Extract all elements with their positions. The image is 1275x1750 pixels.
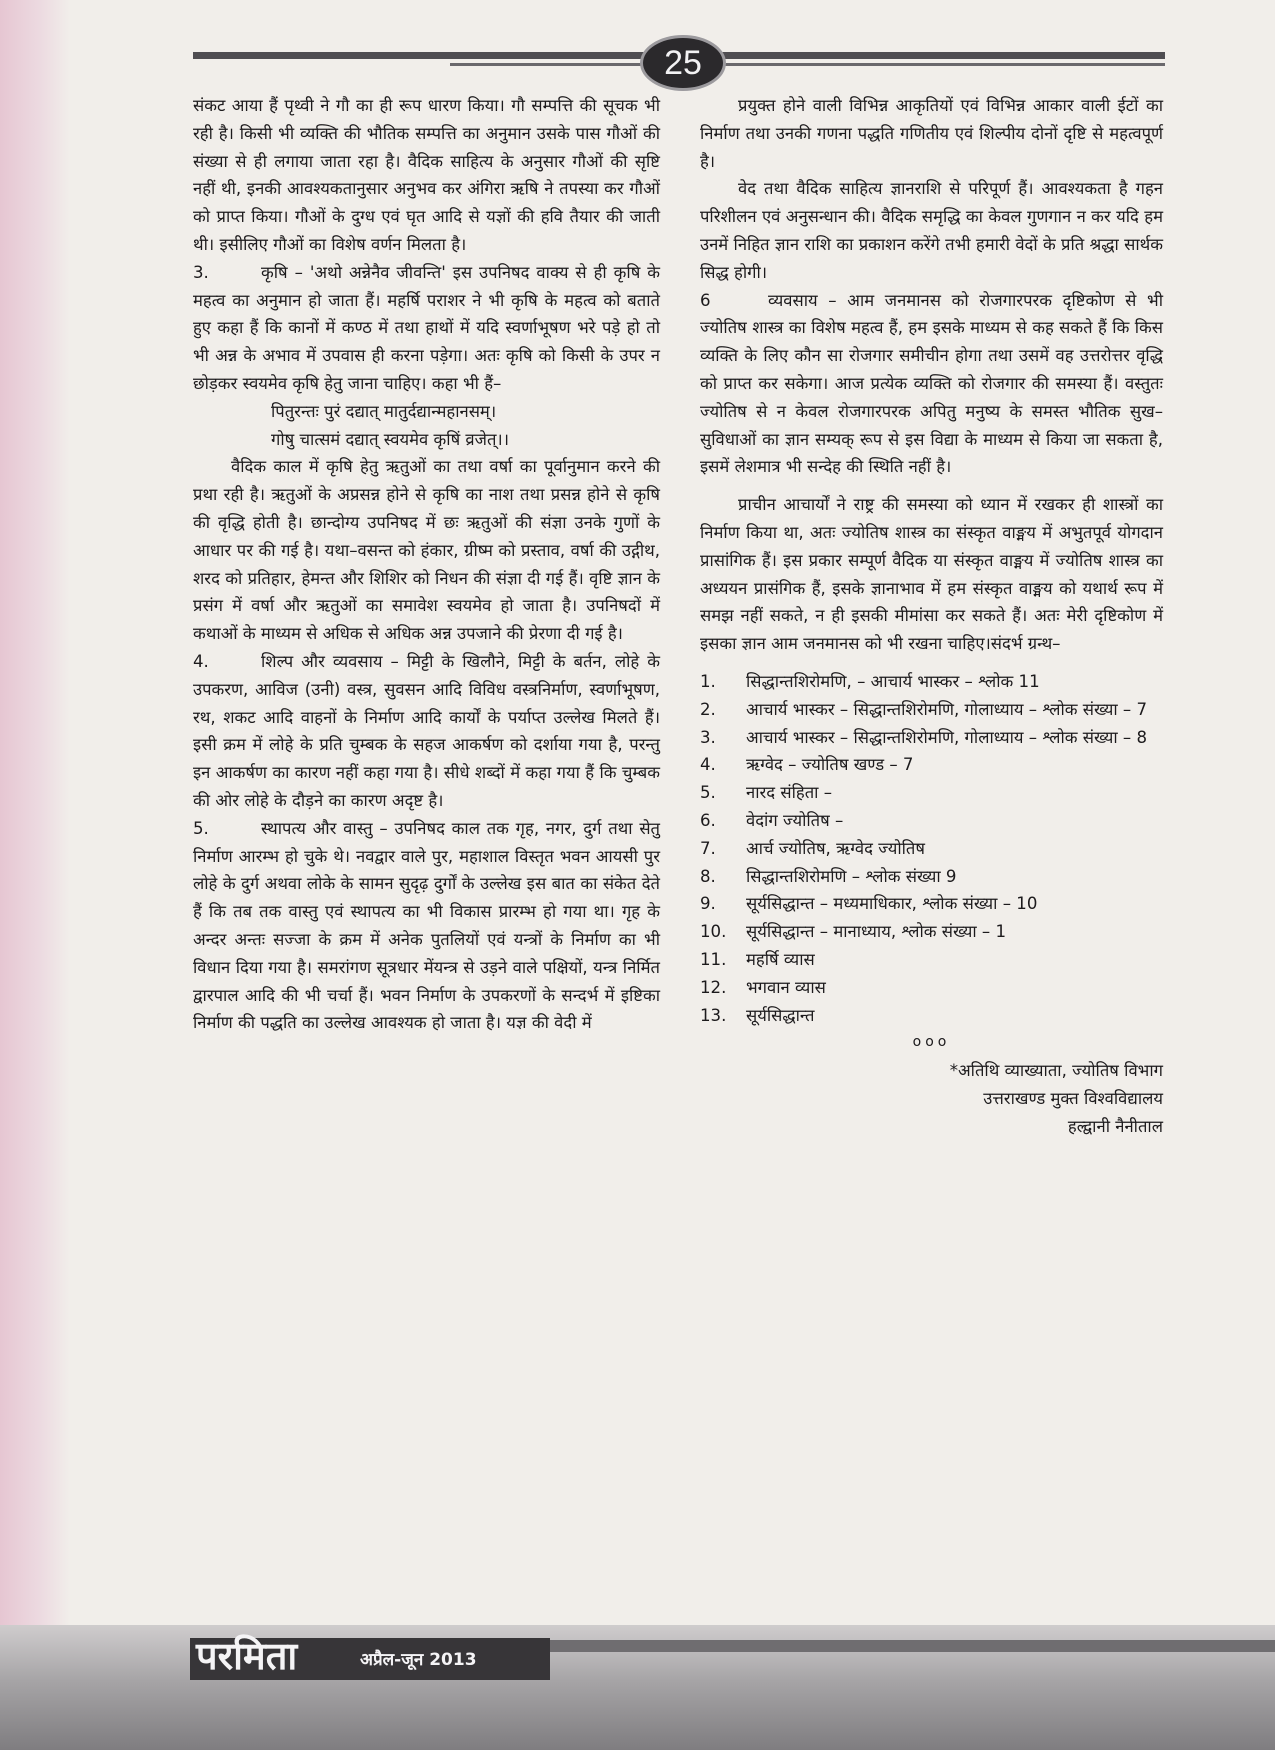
left-para-1: संकट आया हैं पृथ्वी ने गौ का ही रूप धारण किया। गौ सम्पत्ति की सूचक भी रही है। किसी भी व्यक्ति की भौतिक सम्पत्ति का अनुमान उसके पास गौओं की संख्या से ही लगाया जाता रहा है। वैदिक साहित्य के अनुसार गौओं की सृष्टि नहीं थी, इनकी आवश्यकतानुसार अनुभव कर अंगिरा ऋषि ने तपस्या कर गौओं को प्राप्त किया। गौओं के दुग्ध एवं घृत आदि से यज्ञों की हवि तैयार की जाती थी। इसीलिए गौओं का विशेष वर्णन मिलता है। [193,96,660,254]
verse-line-1: पितुरन्तः पुरं दद्यात् मातुर्दद्यान्महानसम्। [271,401,497,421]
reference-number: 3. [700,727,716,747]
right-para-3-text: व्यवसाय – आम जनमानस को रोजगारपरक दृष्टिकोण से भी ज्योतिष शास्त्र का विशेष महत्व हैं, हम इसके माध्यम से कह सकते हैं कि किस व्यक्ति के लिए कौन सा रोजगार समीचीन होगा तथा उसमें वह उत्तरोत्तर वृद्धि को प्राप्त कर सकेगा। आज प्रत्येक व्यक्ति को रोजगार की समस्या हैं। वस्तुतः ज्योतिष से न केवल रोजगारपरक अपितु मनुष्य के समस्त भौतिक सुख–सुविधाओं का ज्ञान सम्यक् रूप से इस विद्या के माध्यम से किया जा सकता है, इसमें लेशमात्र भी सन्देह की स्थिति नहीं है। [700,290,1163,477]
paragraph-gap [700,481,1163,491]
reference-number: 10. [700,922,727,942]
right-column [700,92,1163,1140]
author-affiliation-line-1: *अतिथि व्याख्याता, ज्योतिष विभाग [949,1061,1163,1081]
reference-text: आचार्य भास्कर – सिद्धान्तशिरोमणि, गोलाध्याय – श्लोक संख्या – 8 [746,727,1148,747]
reference-item [700,863,1163,891]
reference-number: 12. [700,977,727,997]
left-para-4-number: 4. [193,651,209,671]
author-affiliation-line-3: हल्द्वानी नैनीताल [1067,1116,1163,1136]
left-para-5-number: 5. [193,818,209,838]
reference-item [700,696,1163,724]
right-para-3 [700,287,1163,482]
reference-item [700,1002,1163,1030]
reference-text: आर्च ज्योतिष, ऋग्वेद ज्योतिष [746,838,925,858]
right-para-3-number: 6 [700,290,711,310]
reference-list [700,668,1163,1029]
reference-item [700,751,1163,779]
left-para-2-text: कृषि – 'अथो अन्नेनैव जीवन्ति' इस उपनिषद वाक्य से ही कृषि के महत्व का अनुमान हो जाता हैं। महर्षि पराशर ने भी कृषि के महत्व को बताते हुए कहा हैं कि कानों में कण्ठ में तथा हाथों में यदि स्वर्णाभूषण भरे पड़े हो तो भी अन्न के अभाव में उपवास ही करना पड़ेगा। अतः कृषि को किसी के उपर न छोड़कर स्वयमेव कृषि हेतु जाना चाहिए। कहा भी हैं– [193,262,660,393]
left-para-4-text: शिल्प और व्यवसाय – मिट्टी के खिलौने, मिट्टी के बर्तन, लोहे के उपकरण, आविज (उनी) वस्त्र, सुवसन आदि विविध वस्त्रनिर्माण, स्वर्णाभूषण, रथ, शकट आदि वाहनों के निर्माण आदि कार्यों के पर्याप्त उल्लेख मिलते हैं। इसी क्रम में लोहे के प्रति चुम्बक के सहज आकर्षण को दर्शाया गया है, परन्तु इन आकर्षण का कारण नहीं कहा गया है। सीधे शब्दों में कहा गया हैं कि चुम्बक की ओर लोहे के दौड़ने का कारण अदृष्ट है। [193,651,660,810]
left-para-2 [193,259,660,398]
left-column [193,92,660,1037]
author-affiliation-line-2: उत्तराखण्ड मुक्त विश्वविद्यालय [983,1088,1163,1108]
reference-text: महर्षि व्यास [746,949,815,969]
reference-item [700,807,1163,835]
reference-number: 13. [700,1005,727,1025]
issue-date: अप्रैल-जून 2013 [360,1650,477,1670]
magazine-logo: परमिता [196,1633,298,1678]
reference-text: सूर्यसिद्धान्त – मानाध्याय, श्लोक संख्या – 1 [746,922,1007,942]
reference-text: सिद्धान्तशिरोमणि – श्लोक संख्या 9 [746,866,957,886]
reference-number: 8. [700,866,716,886]
reference-number: 1. [700,671,716,691]
reference-text: वेदांग ज्योतिष – [746,810,844,830]
reference-text: भगवान व्यास [746,977,826,997]
left-para-5 [193,815,660,1037]
header-rule-thin [450,63,1165,66]
left-para-4 [193,648,660,815]
right-para-1: प्रयुक्त होने वाली विभिन्न आकृतियों एवं विभिन्न आकार वाली ईटों का निर्माण तथा उनकी गणना पद्धति गणितीय एवं शिल्पीय दोनों दृष्टि से महत्वपूर्ण है। [700,96,1163,171]
footer-rule [550,1640,1275,1652]
reference-number: 9. [700,894,716,914]
reference-number: 7. [700,838,716,858]
reference-item [700,668,1163,696]
reference-text: सूर्यसिद्धान्त [746,1005,815,1025]
reference-item [700,946,1163,974]
reference-number: 2. [700,699,716,719]
reference-item [700,779,1163,807]
page-number: 25 [640,35,726,91]
reference-text: ऋग्वेद – ज्योतिष खण्ड – 7 [746,755,914,775]
page-binding-shadow [0,0,70,1750]
reference-item [700,890,1163,918]
reference-number: 4. [700,755,716,775]
reference-text: सिद्धान्तशिरोमणि, – आचार्य भास्कर – श्लोक 11 [746,671,1040,691]
reference-text: नारद संहिता – [746,783,833,803]
reference-item [700,918,1163,946]
reference-item [700,974,1163,1002]
right-para-2: वेद तथा वैदिक साहित्य ज्ञानराशि से परिपूर्ण हैं। आवश्यकता है गहन परिशीलन एवं अनुसन्धान की। वैदिक समृद्धि का केवल गुणगान न कर यदि हम उनमें निहित ज्ञान राशि का प्रकाशन करेंगे तभी हमारी वेदों के प्रति श्रद्धा सार्थक सिद्ध होगी। [700,179,1163,282]
reference-text: आचार्य भास्कर – सिद्धान्तशिरोमणि, गोलाध्याय – श्लोक संख्या – 7 [746,699,1148,719]
reference-number: 6. [700,810,716,830]
reference-item [700,724,1163,752]
verse-line-2: गोषु चात्समं दद्यात् स्वयमेव कृषिं व्रजेत्।। [271,429,510,449]
reference-item [700,835,1163,863]
right-para-4: प्राचीन आचार्यों ने राष्ट्र की समस्या को ध्यान में रखकर ही शास्त्रों का निर्माण किया था, अतः ज्योतिष शास्त्र का संस्कृत वाङ्मय में अभुतपूर्व योगदान प्रासांगिक हैं। इस प्रकार सम्पूर्ण वैदिक या संस्कृत वाङ्मय में ज्योतिष शास्त्र का अध्ययन प्रासंगिक हैं, इसके ज्ञानाभाव में हम संस्कृत वाङ्मय को यथार्थ रूप में समझ नहीं सकते, न ही इसकी मीमांसा कर सकते हैं। अतः मेरी दृष्टिकोण में इसका ज्ञान आम जनमानस को भी रखना चाहिए।संदर्भ ग्रन्थ– [700,495,1163,654]
reference-number: 11. [700,949,727,969]
reference-text: सूर्यसिद्धान्त – मध्यमाधिकार, श्लोक संख्या – 10 [746,894,1038,914]
left-para-2-number: 3. [193,262,209,282]
left-para-5-text: स्थापत्य और वास्तु – उपनिषद काल तक गृह, नगर, दुर्ग तथा सेतु निर्माण आरम्भ हो चुके थे। नवद्वार वाले पुर, महाशाल विस्तृत भवन आयसी पुर लोहे के दुर्ग अथवा लोके के सामन सुदृढ़ दुर्गों के उल्लेख इस बात का संकेत देते हैं कि तब तक वास्तु एवं स्थापत्य का भी विकास प्रारम्भ हो गया था। गृह के अन्दर अन्तः सज्जा के क्रम में अनेक पुतलियों एवं यन्त्रों के निर्माण का भी विधान दिया गया है। समरांगण सूत्रधार मेंयन्त्र से उड़ने वाले पक्षियों, यन्त्र निर्मित द्वारपाल आदि की भी चर्चा हैं। भवन निर्माण के उपकरणों के सन्दर्भ में इष्टिका निर्माण की पद्धति का उल्लेख आवश्यक हो जाता है। यज्ञ की वेदी में [193,818,660,1033]
section-ornament: ooo [912,1034,951,1051]
reference-number: 5. [700,783,716,803]
left-para-3: वैदिक काल में कृषि हेतु ऋतुओं का तथा वर्षा का पूर्वानुमान करने की प्रथा रही है। ऋतुओं के अप्रसन्न होने से कृषि का नाश तथा प्रसन्न होने से कृषि की वृद्धि होती है। छान्दोग्य उपनिषद में छः ऋतुओं की संज्ञा उनके गुणों के आधार पर की गई है। यथा–वसन्त को हंकार, ग्रीष्म को प्रस्ताव, वर्षा की उद्गीथ, शरद को प्रतिहार, हेमन्त और शिशिर को निधन की संज्ञा दी गई हैं। वृष्टि ज्ञान के प्रसंग में वर्षा और ऋतुओं का समावेश स्वयमेव हो जाता है। उपनिषदों में कथाओं के माध्यम से अधिक से अधिक अन्न उपजाने की प्रेरणा दी गई है। [193,457,660,644]
